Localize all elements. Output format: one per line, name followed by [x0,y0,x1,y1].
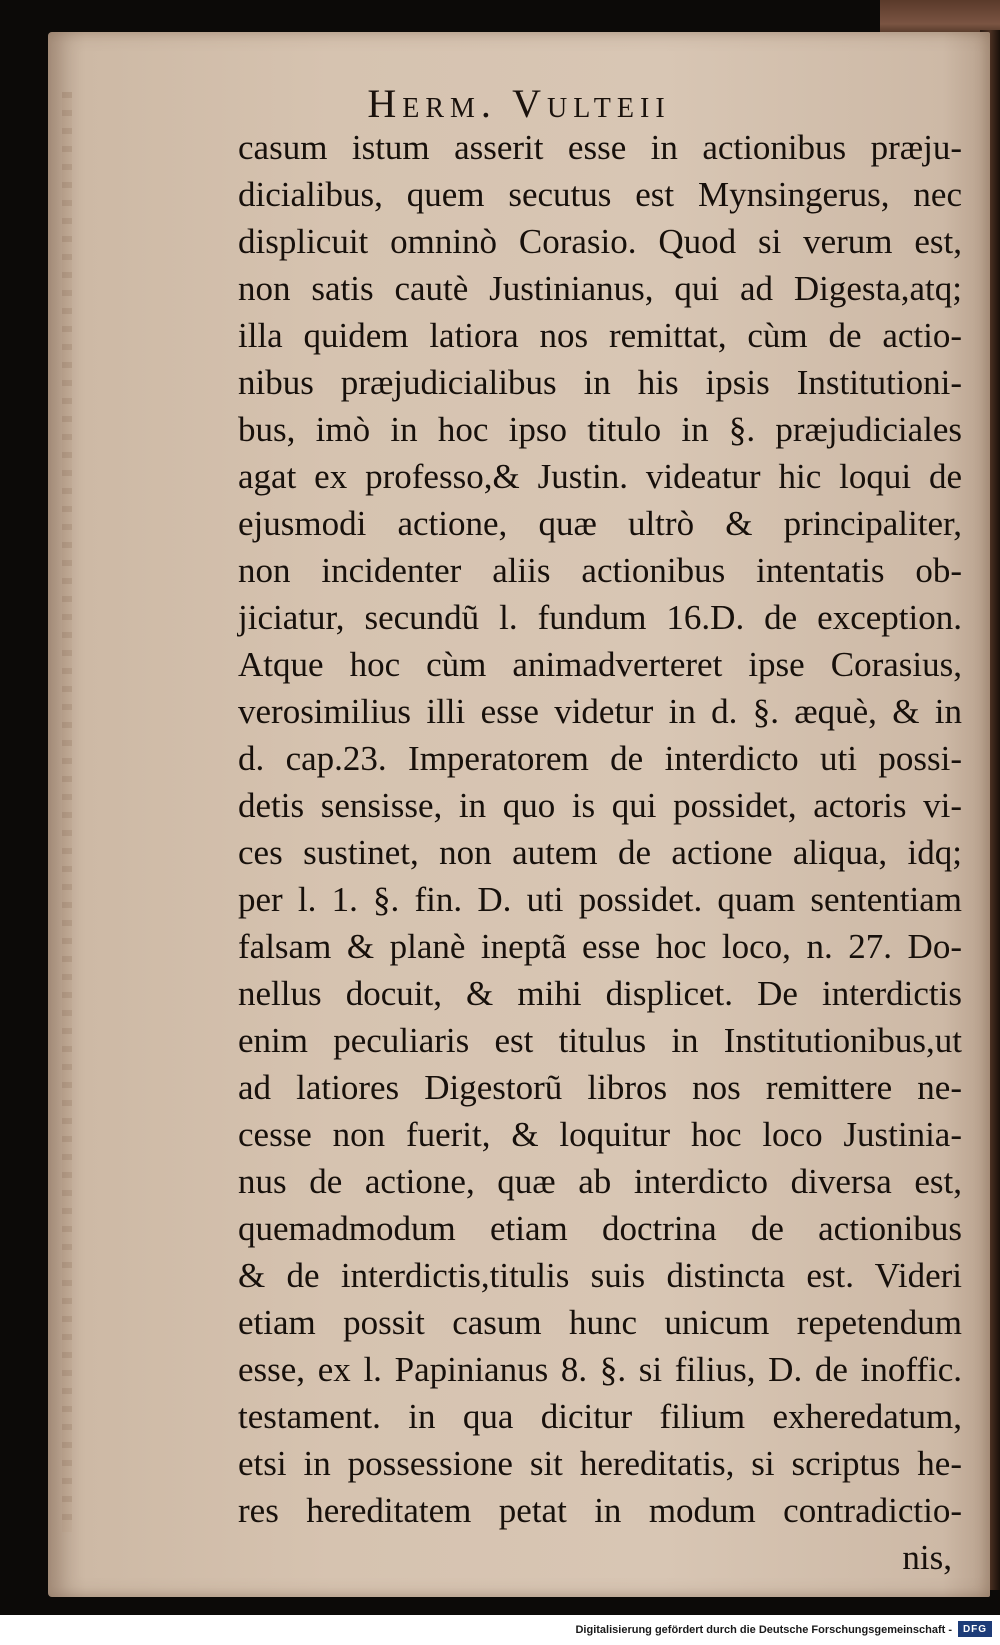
text-line: d. cap.23. Imperatorem de interdicto uti possi- [238,739,962,778]
running-title: Herm. Vulteii [367,81,671,126]
text-line: etiam possit casum hunc unicum repetendum [238,1303,962,1342]
book-page [48,32,990,1597]
text-line: illa quidem latiora nos remittat, cùm de actio- [238,316,962,355]
text-line: enim peculiaris est titulus in Institutionibus,ut [238,1021,962,1060]
text-line: bus, imò in hoc ipso titulo in §. præjudiciales [238,410,962,449]
text-line: Atque hoc cùm animadverteret ipse Corasius, [238,645,962,684]
text-line: per l. 1. §. fin. D. uti possidet. quam sententiam [238,880,962,919]
text-line: non incidenter aliis actionibus intentatis ob- [238,551,962,590]
text-line: verosimilius illi esse videtur in d. §. æquè, & in [238,692,962,731]
text-line: agat ex professo,& Justin. videatur hic loqui de [238,457,962,496]
text-line: ces sustinet, non autem de actione aliqua, idq; [238,833,962,872]
text-line: quemadmodum etiam doctrina de actionibus [238,1209,962,1248]
text-line: nus de actione, quæ ab interdicto diversa est, [238,1162,962,1201]
text-line: nellus docuit, & mihi displicet. De interdictis [238,974,962,1013]
footer-bar [0,1615,1000,1645]
text-line: res hereditatem petat in modum contradictio- [238,1491,962,1530]
dfg-logo: DFG [958,1621,992,1637]
text-line: detis sensisse, in quo is qui possidet, actoris vi- [238,786,962,825]
catchword: nis, [902,1538,952,1577]
footer-credit: Digitalisierung gefördert durch die Deutsche Forschungsgemeinschaft - [575,1624,952,1636]
text-line: esse, ex l. Papinianus 8. §. si filius, D. de inoffic. [238,1350,962,1389]
text-line: etsi in possessione sit hereditatis, si scriptus he- [238,1444,962,1483]
text-line: ejusmodi actione, quæ ultrò & principaliter, [238,504,962,543]
text-line: dicialibus, quem secutus est Mynsingerus, nec [238,175,962,214]
text-line: non satis cautè Justinianus, qui ad Digesta,atq; [238,269,962,308]
body-text [238,124,962,1581]
running-header [48,80,990,127]
text-line: ad latiores Digestorũ libros nos remittere ne- [238,1068,962,1107]
text-line: falsam & planè ineptã esse hoc loco, n. 27. Do- [238,927,962,966]
text-line: casum istum asserit esse in actionibus præju- [238,128,962,167]
text-line: nibus præjudicialibus in his ipsis Institutioni- [238,363,962,402]
text-line: & de interdictis,titulis suis distincta est. Videri [238,1256,962,1295]
text-line: jiciatur, secundũ l. fundum 16.D. de exception. [238,598,962,637]
text-line: cesse non fuerit, & loquitur hoc loco Justinia- [238,1115,962,1154]
text-line: testament. in qua dicitur filium exheredatum, [238,1397,962,1436]
text-line: displicuit omninò Corasio. Quod si verum est, [238,222,962,261]
